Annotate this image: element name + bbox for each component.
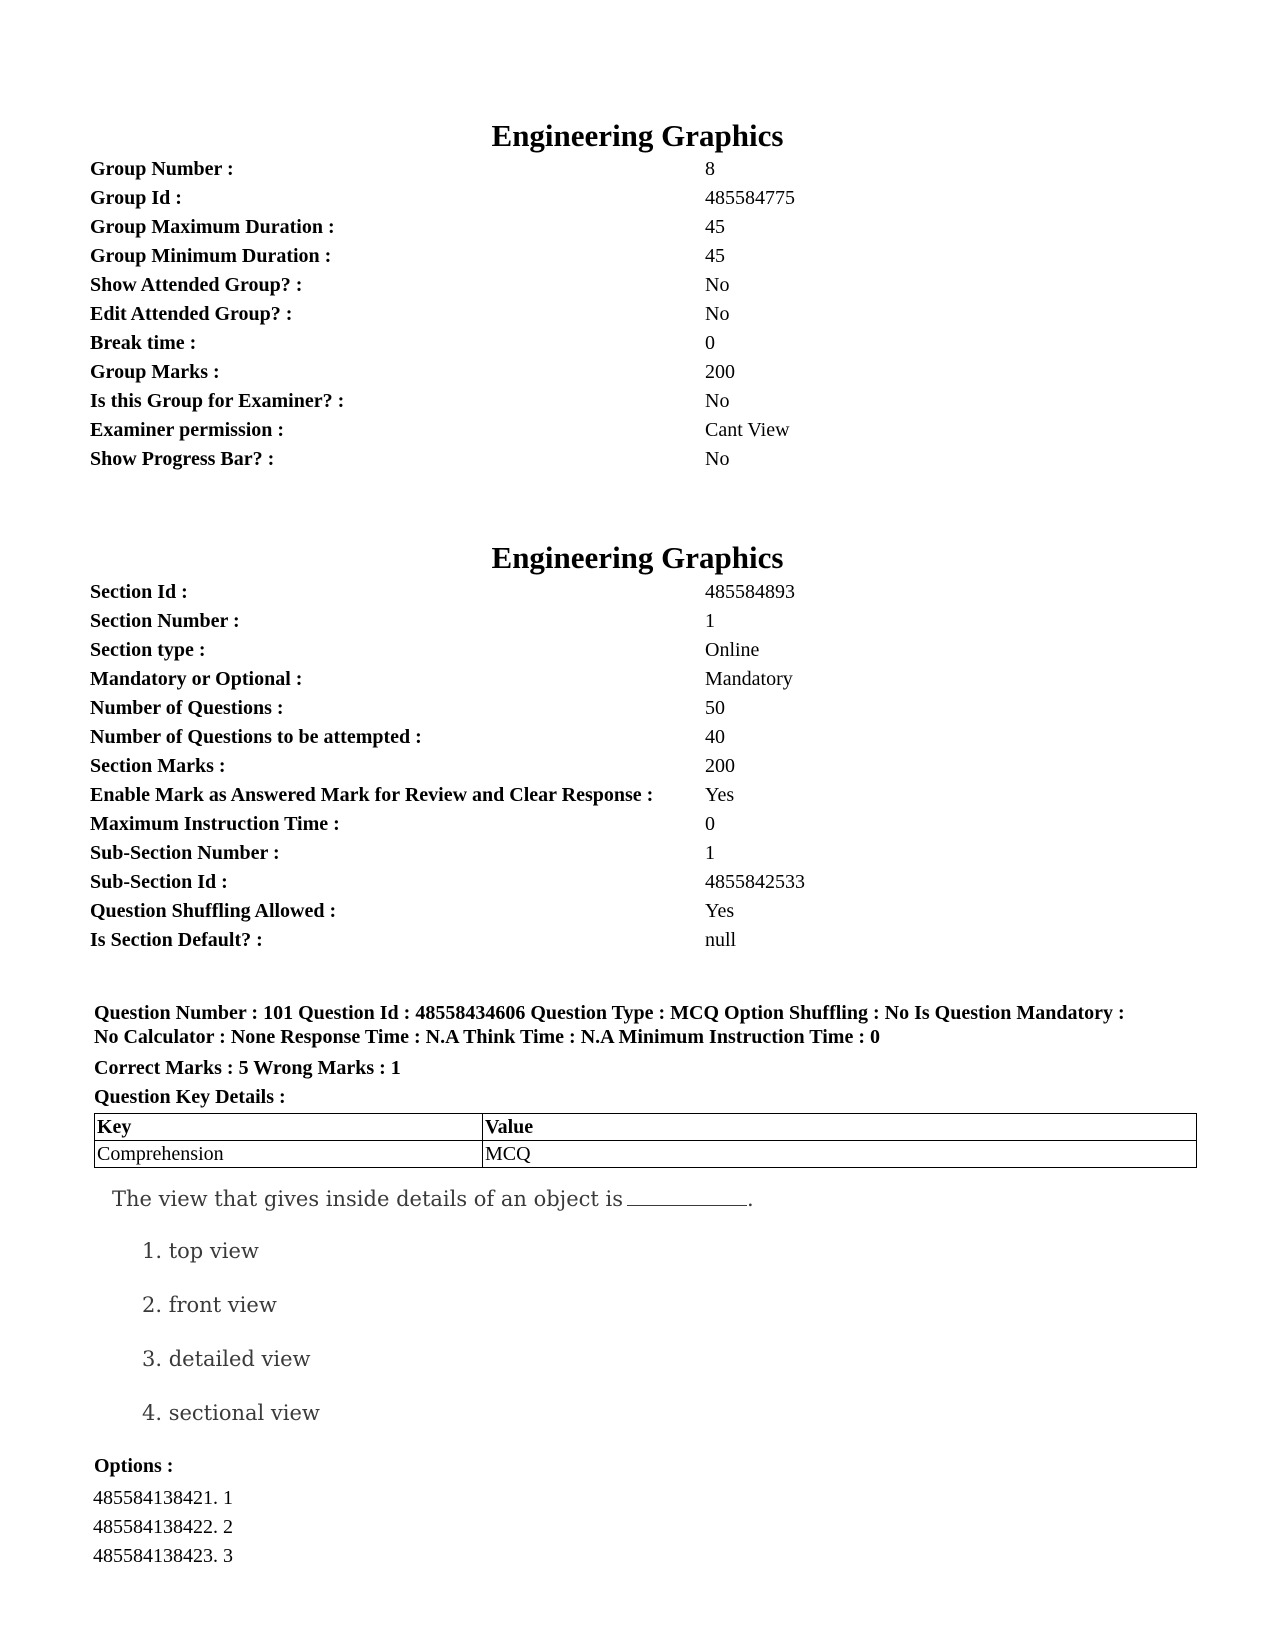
detail-key: Examiner permission : (90, 419, 285, 441)
detail-key: Group Id : (90, 187, 182, 209)
detail-key: Sub-Section Id : (90, 871, 228, 893)
detail-value: 200 (705, 361, 735, 383)
detail-key: Break time : (90, 332, 197, 354)
question-choice: 4. sectional view (142, 1401, 320, 1425)
detail-value: Mandatory (705, 668, 793, 690)
detail-value: 485584775 (705, 187, 795, 209)
detail-value: null (705, 929, 737, 951)
group-detail-row (90, 242, 1190, 271)
table-header-cell: Value (483, 1114, 1197, 1141)
group-detail-row (90, 213, 1190, 242)
section-detail-row (90, 926, 1190, 955)
table-row (95, 1141, 1197, 1168)
group-details (90, 155, 1190, 474)
options-label: Options : (94, 1455, 174, 1477)
detail-key: Section type : (90, 639, 206, 661)
group-detail-row (90, 445, 1190, 474)
detail-value: 40 (705, 726, 725, 748)
detail-value: Yes (705, 900, 735, 922)
section-title: Engineering Graphics (491, 540, 784, 575)
section-detail-row (90, 665, 1190, 694)
section-detail-row (90, 897, 1190, 926)
detail-key: Group Marks : (90, 361, 220, 383)
table-cell: MCQ (483, 1141, 1197, 1168)
group-detail-row (90, 155, 1190, 184)
detail-key: Is this Group for Examiner? : (90, 390, 345, 412)
detail-key: Edit Attended Group? : (90, 303, 293, 325)
group-detail-row (90, 329, 1190, 358)
detail-value: No (705, 390, 730, 412)
detail-value: 45 (705, 216, 725, 238)
question-stem-text: The view that gives inside details of an object is (112, 1187, 623, 1211)
table-header-row (95, 1114, 1197, 1141)
detail-key: Question Shuffling Allowed : (90, 900, 337, 922)
section-detail-row (90, 781, 1190, 810)
section-detail-row (90, 868, 1190, 897)
question-stem (112, 1187, 754, 1211)
detail-key: Sub-Section Number : (90, 842, 280, 864)
detail-value: 45 (705, 245, 725, 267)
question-choice: 3. detailed view (142, 1347, 311, 1371)
group-detail-row (90, 358, 1190, 387)
detail-value: 50 (705, 697, 725, 719)
detail-key: Show Attended Group? : (90, 274, 303, 296)
detail-key: Enable Mark as Answered Mark for Review and Clear Response : (90, 784, 654, 806)
question-choice: 1. top view (142, 1239, 259, 1263)
question-choice: 2. front view (142, 1293, 277, 1317)
detail-key: Number of Questions to be attempted : (90, 726, 422, 748)
detail-value: 8 (705, 158, 715, 180)
section-detail-row (90, 839, 1190, 868)
question-info (94, 1001, 1204, 1049)
detail-key: Mandatory or Optional : (90, 668, 303, 690)
detail-value: 200 (705, 755, 735, 777)
question-info-line: Question Number : 101 Question Id : 48558434606 Question Type : MCQ Option Shuffling : No Is Question Mandatory : (94, 1002, 1125, 1024)
group-detail-row (90, 416, 1190, 445)
detail-value: No (705, 303, 730, 325)
group-title: Engineering Graphics (491, 118, 784, 153)
detail-value: Online (705, 639, 760, 661)
section-detail-row (90, 607, 1190, 636)
detail-key: Section Marks : (90, 755, 226, 777)
detail-key: Group Minimum Duration : (90, 245, 332, 267)
detail-value: Yes (705, 784, 735, 806)
detail-value: 0 (705, 813, 715, 835)
detail-value: 1 (705, 610, 715, 632)
section-details (90, 578, 1190, 955)
section-detail-row (90, 723, 1190, 752)
section-detail-row (90, 578, 1190, 607)
table-header-cell: Key (95, 1114, 483, 1141)
detail-key: Section Id : (90, 581, 188, 603)
question-image (112, 1187, 752, 1442)
detail-key: Group Number : (90, 158, 234, 180)
marks-line: Correct Marks : 5 Wrong Marks : 1 (94, 1057, 401, 1079)
detail-value: No (705, 274, 730, 296)
question-key-table (94, 1113, 1197, 1168)
table-cell: Comprehension (95, 1141, 483, 1168)
detail-key: Group Maximum Duration : (90, 216, 335, 238)
question-info-line: No Calculator : None Response Time : N.A Think Time : N.A Minimum Instruction Time : 0 (94, 1026, 880, 1048)
group-detail-row (90, 184, 1190, 213)
options-list (93, 1484, 233, 1571)
option-item: 485584138423. 3 (93, 1545, 233, 1567)
group-detail-row (90, 387, 1190, 416)
detail-key: Section Number : (90, 610, 240, 632)
detail-value: 485584893 (705, 581, 795, 603)
detail-value: Cant View (705, 419, 790, 441)
detail-value: 4855842533 (705, 871, 805, 893)
detail-value: No (705, 448, 730, 470)
section-detail-row (90, 810, 1190, 839)
detail-key: Show Progress Bar? : (90, 448, 275, 470)
detail-value: 0 (705, 332, 715, 354)
key-details-label: Question Key Details : (94, 1086, 286, 1108)
section-detail-row (90, 694, 1190, 723)
option-item: 485584138421. 1 (93, 1487, 233, 1509)
group-detail-row (90, 271, 1190, 300)
detail-value: 1 (705, 842, 715, 864)
question-stem-end: . (747, 1187, 754, 1211)
detail-key: Is Section Default? : (90, 929, 263, 951)
section-detail-row (90, 752, 1190, 781)
answer-blank (627, 1205, 747, 1206)
option-item: 485584138422. 2 (93, 1516, 233, 1538)
section-detail-row (90, 636, 1190, 665)
group-detail-row (90, 300, 1190, 329)
detail-key: Number of Questions : (90, 697, 284, 719)
detail-key: Maximum Instruction Time : (90, 813, 340, 835)
